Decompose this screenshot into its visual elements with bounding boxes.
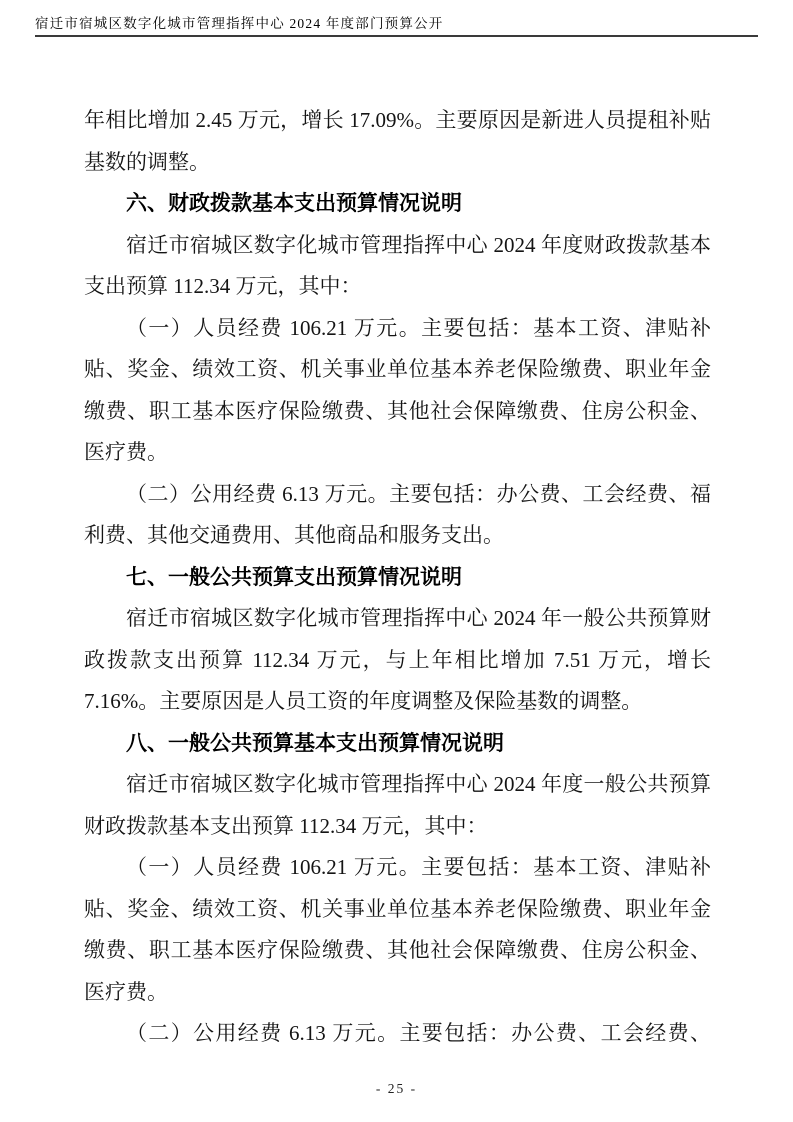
section-heading-six: 六、财政拨款基本支出预算情况说明 — [126, 192, 462, 215]
page-footer — [0, 1080, 793, 1098]
header-title: 宿迁市宿城区数字化城市管理指挥中心 2024 年度部门预算公开 — [35, 16, 444, 31]
paragraph-cutoff: （二）公用经费 6.13 万元。主要包括：办公费、工会经费、 — [126, 1021, 711, 1045]
paragraph: （一）人员经费 106.21 万元。主要包括：基本工资、津贴补贴、奖金、绩效工资、机关事业单位基本养老保险缴费、职业年金缴费、职工基本医疗保险缴费、其他社会保障缴费、住房公积金、医疗费。 — [84, 315, 711, 464]
section-heading-eight: 八、一般公共预算基本支出预算情况说明 — [126, 731, 504, 755]
paragraph: （一）人员经费 106.21 万元。主要包括：基本工资、津贴补贴、奖金、绩效工资、机关事业单位基本养老保险缴费、职业年金缴费、职工基本医疗保险缴费、其他社会保障缴费、住房公积金、医疗费。 — [84, 855, 711, 1004]
page-header — [35, 12, 758, 37]
paragraph: 宿迁市宿城区数字化城市管理指挥中心 2024 年一般公共预算财政拨款支出预算 112.34 万元，与上年相比增加 7.51 万元，增长 7.16%。主要原因是人员工资的年度调整及保险基数的调整。 — [84, 606, 711, 713]
paragraph: （二）公用经费 6.13 万元。主要包括：办公费、工会经费、福利费、其他交通费用、其他商品和服务支出。 — [84, 481, 711, 547]
paragraph: 宿迁市宿城区数字化城市管理指挥中心 2024 年度财政拨款基本支出预算 112.34 万元，其中： — [84, 232, 711, 298]
paragraph-continued: 年相比增加 2.45 万元，增长 17.09%。主要原因是新进人员提租补贴基数的调整。 — [84, 108, 711, 174]
section-heading-seven: 七、一般公共预算支出预算情况说明 — [126, 565, 462, 589]
document-body — [84, 100, 711, 1055]
paragraph: 宿迁市宿城区数字化城市管理指挥中心 2024 年度一般公共预算财政拨款基本支出预算 112.34 万元，其中： — [84, 772, 711, 838]
page-number: - 25 - — [375, 1081, 418, 1096]
